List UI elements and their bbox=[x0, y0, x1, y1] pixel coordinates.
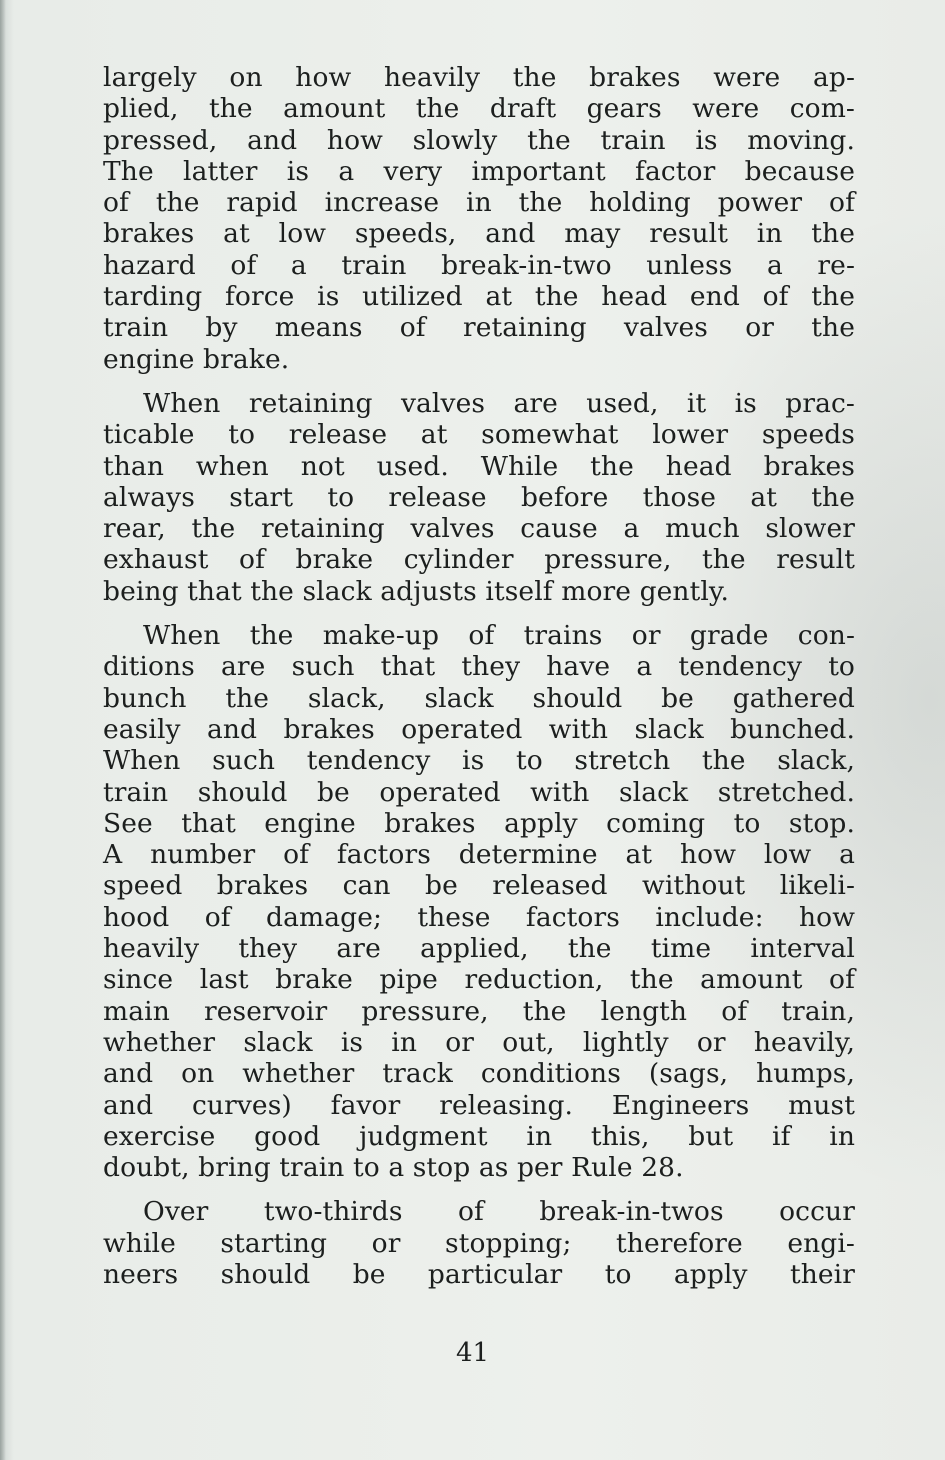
text-line: exercise good judgment in this, but if in bbox=[103, 1120, 855, 1152]
text-line: When retaining valves are used, it is prac- bbox=[143, 387, 855, 419]
text-line: When the make-up of trains or grade con- bbox=[143, 620, 855, 652]
text-line: main reservoir pressure, the length of train, bbox=[103, 995, 855, 1027]
paragraph-4 bbox=[103, 1196, 855, 1290]
text-line: doubt, bring train to a stop as per Rule 28. bbox=[103, 1152, 684, 1184]
paragraph-1 bbox=[103, 62, 855, 375]
text-line: easily and brakes operated with slack bunched. bbox=[103, 713, 855, 745]
paragraph-2 bbox=[103, 388, 855, 607]
text-line: plied, the amount the draft gears were com- bbox=[103, 93, 855, 125]
text-line: of the rapid increase in the holding power of bbox=[103, 187, 855, 219]
text-line: neers should be particular to apply their bbox=[103, 1258, 855, 1290]
text-line: train by means of retaining valves or the bbox=[103, 312, 855, 344]
text-line: always start to release before those at the bbox=[103, 481, 855, 513]
text-line: exhaust of brake cylinder pressure, the result bbox=[103, 544, 855, 576]
text-line: heavily they are applied, the time interval bbox=[103, 933, 855, 965]
text-line: tarding force is utilized at the head end of the bbox=[103, 281, 855, 313]
text-line: being that the slack adjusts itself more gently. bbox=[103, 575, 729, 607]
text-line: and curves) favor releasing. Engineers must bbox=[103, 1089, 855, 1121]
text-line: train should be operated with slack stretched. bbox=[103, 776, 855, 808]
text-line: bunch the slack, slack should be gathered bbox=[103, 682, 855, 714]
text-line: See that engine brakes apply coming to stop. bbox=[103, 807, 855, 839]
page-edge-shadow bbox=[0, 0, 6, 1460]
text-line: while starting or stopping; therefore engi- bbox=[103, 1227, 855, 1259]
text-line: ticable to release at somewhat lower speeds bbox=[103, 419, 855, 451]
paragraph-3 bbox=[103, 620, 855, 1183]
text-line: engine brake. bbox=[103, 343, 290, 375]
text-line: than when not used. While the head brakes bbox=[103, 450, 855, 482]
text-line: A number of factors determine at how low a bbox=[103, 839, 855, 871]
text-line: and on whether track conditions (sags, humps, bbox=[103, 1058, 855, 1090]
body-text bbox=[103, 62, 855, 1290]
text-line: pressed, and how slowly the train is moving. bbox=[103, 124, 855, 156]
text-line: speed brakes can be released without likeli- bbox=[103, 870, 855, 902]
text-line: When such tendency is to stretch the slack, bbox=[103, 745, 855, 777]
text-line: ditions are such that they have a tendency to bbox=[103, 651, 855, 683]
text-line: since last brake pipe reduction, the amount of bbox=[103, 964, 855, 996]
text-line: largely on how heavily the brakes were ap- bbox=[103, 62, 855, 93]
page-number: 41 bbox=[455, 1338, 490, 1368]
text-line: The latter is a very important factor because bbox=[103, 155, 855, 187]
text-line: brakes at low speeds, and may result in the bbox=[103, 218, 855, 250]
text-line: hazard of a train break-in-two unless a re- bbox=[103, 249, 855, 281]
text-line: rear, the retaining valves cause a much slower bbox=[103, 513, 855, 545]
text-line: whether slack is in or out, lightly or heavily, bbox=[103, 1026, 855, 1058]
text-line: Over two-thirds of break-in-twos occur bbox=[143, 1196, 855, 1228]
text-line: hood of damage; these factors include: how bbox=[103, 901, 855, 933]
